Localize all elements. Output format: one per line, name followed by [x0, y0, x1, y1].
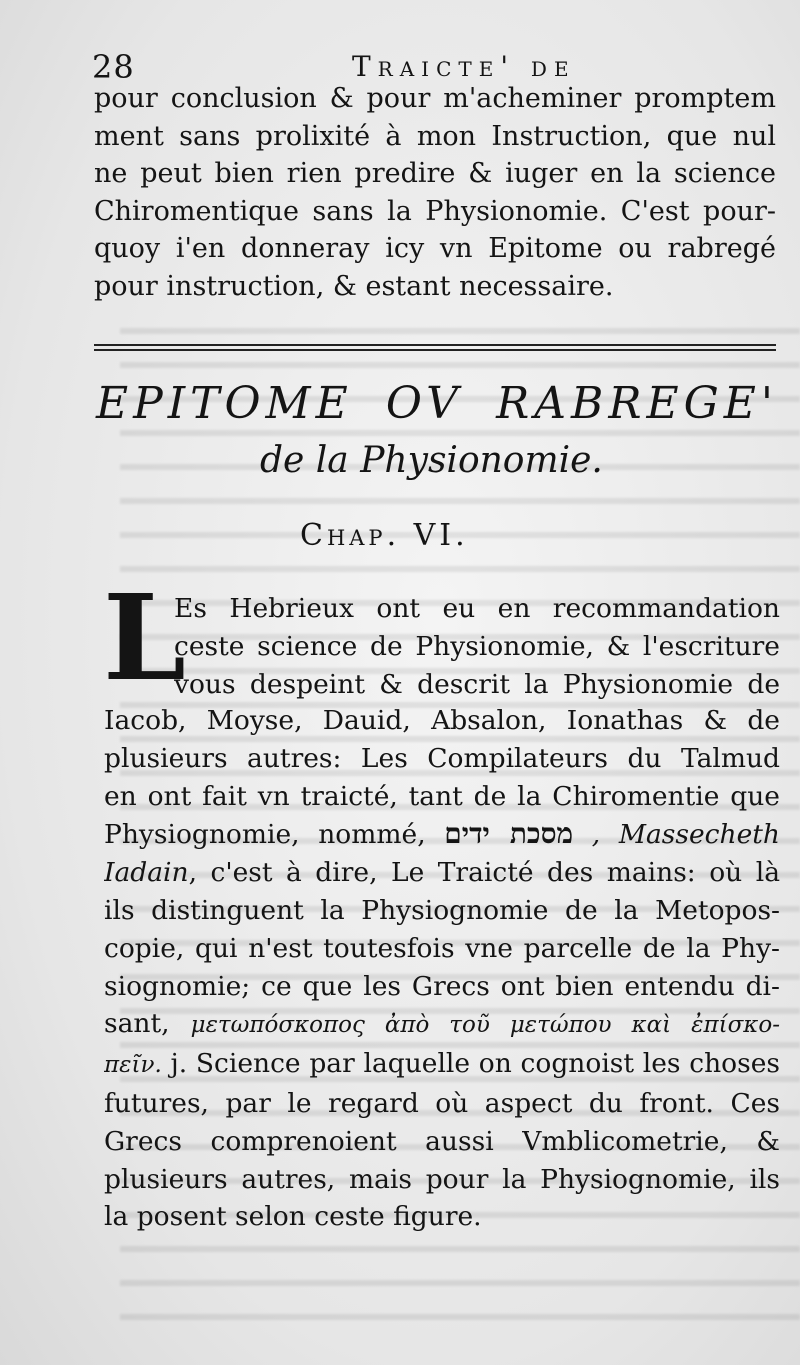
- text-line: plusieurs autres: Les Compilateurs du Talmud: [104, 742, 780, 774]
- text-line: Grecs comprenoient aussi Vmblicometrie, &: [104, 1125, 780, 1157]
- page-number: 28: [92, 48, 135, 86]
- text-line: ceste science de Physionomie, & l'escriture: [174, 630, 780, 662]
- double-rule-top: [94, 344, 776, 346]
- text-line: la posent selon ceste figure.: [104, 1201, 482, 1233]
- section-subtitle: de la Physionomie.: [260, 440, 603, 481]
- text-line: plusieurs autres, mais pour la Physiognomie, ils: [104, 1163, 780, 1195]
- text-line: vous despeint & descrit la Physionomie de: [174, 668, 780, 700]
- running-head: [92, 44, 782, 84]
- text-line: pour conclusion & pour m'acheminer promptem: [94, 83, 776, 114]
- greek-text-line: πεῖν. j. Science par laquelle on cognoist les choses: [104, 1048, 780, 1080]
- text-line: futures, par le regard où aspect du front. Ces: [104, 1087, 780, 1119]
- text-line: pour instruction, & estant necessaire.: [94, 270, 614, 302]
- hebrew-text-line: Physiognomie, nommé, מסכת ידים , Massecheth: [104, 817, 780, 851]
- drop-cap: L: [103, 568, 186, 707]
- text-line: Iacob, Moyse, Dauid, Absalon, Ionathas & de: [104, 705, 780, 736]
- greek-phrase: μετωπόσκοπος ἀπὸ τοῦ μετώπου καὶ ἐπίσκο-: [190, 1012, 780, 1039]
- double-rule-bottom: [94, 349, 776, 351]
- text-line: quoy i'en donneray icy vn Epitome ou rabregé: [94, 233, 776, 264]
- text-line: siognomie; ce que les Grecs ont bien entendu di-: [104, 970, 780, 1002]
- text-line: Iadain, c'est à dire, Le Traicté des mains: où là: [104, 857, 780, 889]
- intro-paragraph: [94, 80, 776, 305]
- text-line: ne peut bien rien predire & iuger en la science: [94, 158, 776, 189]
- greek-phrase-end: πεῖν.: [104, 1052, 162, 1079]
- indented-paragraph-start: [174, 590, 780, 703]
- hebrew-title: מסכת ידים: [444, 817, 574, 851]
- chapter-heading: Chap. VI.: [300, 518, 469, 553]
- text-line: ils distinguent la Physiognomie de la Metopos-: [104, 894, 780, 926]
- greek-text-line: sant, μετωπόσκοπος ἀπὸ τοῦ μετώπου καὶ ἐπίσκο-: [104, 1008, 780, 1040]
- body-paragraph: [104, 702, 780, 1236]
- text-line: ment sans prolixité à mon Instruction, que nul: [94, 120, 776, 152]
- section-title: EPITOME OV RABREGE': [96, 378, 778, 429]
- running-title: Traicte' de: [352, 50, 576, 83]
- text-line: Es Hebrieux ont eu en recommandation: [174, 593, 780, 624]
- text-line: Chiromentique sans la Physionomie. C'est pour-: [94, 195, 776, 227]
- text-line: en ont fait vn traicté, tant de la Chiromentie que: [104, 780, 780, 812]
- latin-italic-term: Iadain: [104, 857, 189, 889]
- text-line: copie, qui n'est toutesfois vne parcelle de la Phy-: [104, 932, 780, 964]
